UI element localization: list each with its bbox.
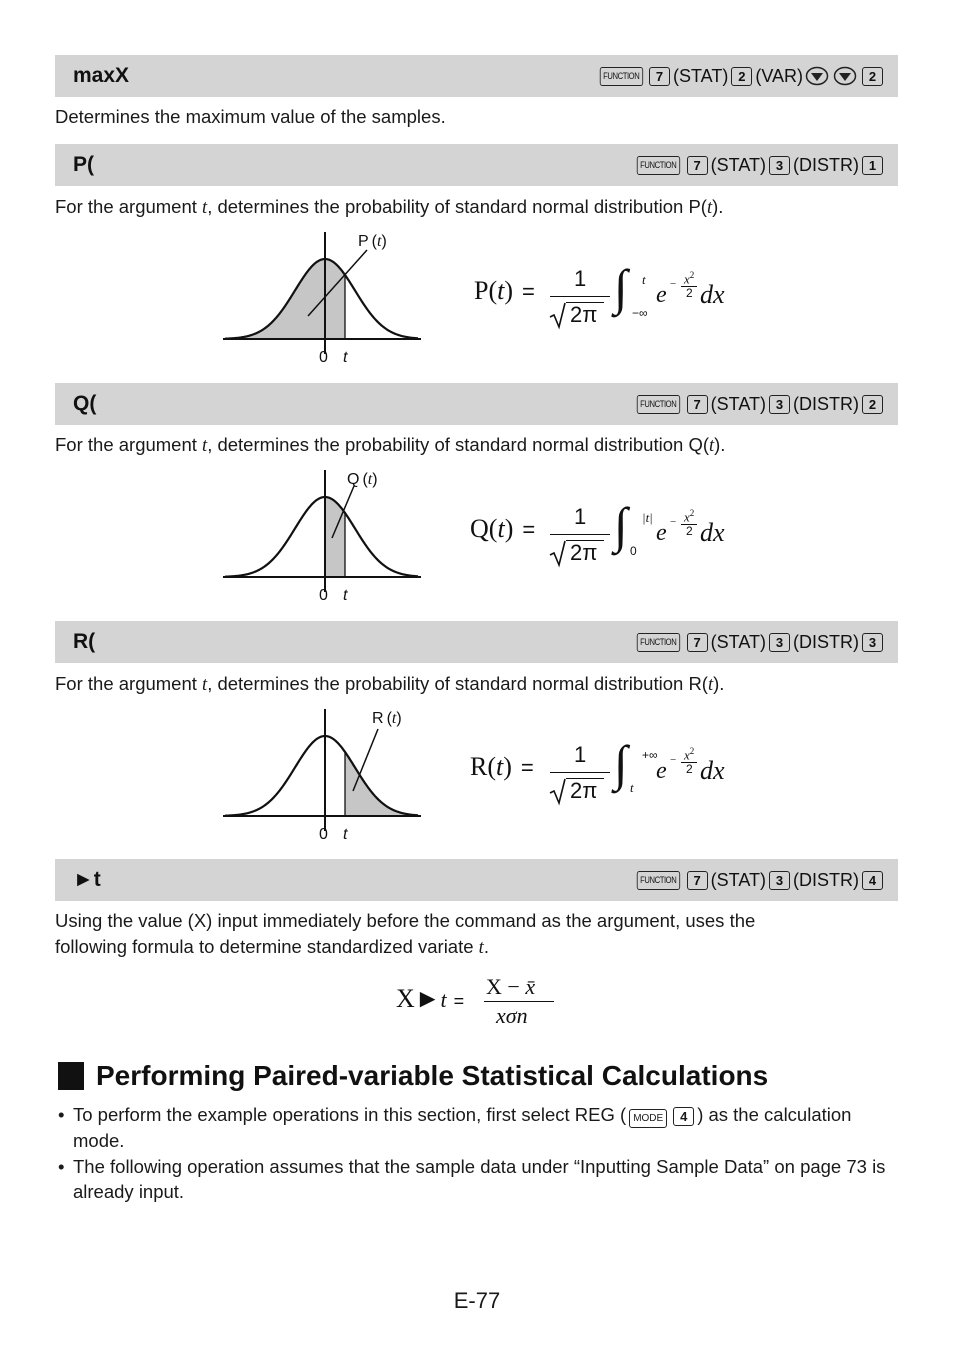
command-name: Q( bbox=[73, 392, 97, 415]
integral-upper: |t| bbox=[642, 510, 653, 525]
formula-lhs: P(t) = bbox=[474, 276, 535, 305]
key-3: 3 bbox=[769, 871, 790, 890]
key-3: 3 bbox=[769, 633, 790, 652]
formula-denominator: xσn bbox=[496, 1003, 528, 1028]
key-2: 2 bbox=[731, 67, 752, 86]
function-key: FUNCTION bbox=[637, 871, 680, 890]
exponent-fraction: $x^2$ bbox=[684, 270, 695, 287]
key-3: 3 bbox=[769, 156, 790, 175]
key-sequence bbox=[633, 144, 886, 186]
key-label-distr: (DISTR) bbox=[793, 393, 859, 414]
key-3: 3 bbox=[769, 395, 790, 414]
key-4: 4 bbox=[862, 871, 883, 890]
formula-p: P(t) = 1 2π ∫ t −∞ e − $x^2$ 2 dx bbox=[474, 259, 725, 327]
command-bar-r bbox=[55, 621, 898, 663]
heading-square-icon bbox=[58, 1062, 84, 1090]
integral-upper: t bbox=[642, 272, 646, 287]
graph-t: t bbox=[343, 587, 348, 604]
graph-label-r: R (t) bbox=[372, 710, 402, 727]
command-name: P( bbox=[73, 153, 94, 176]
command-bar-p bbox=[55, 144, 898, 186]
graph-t: t bbox=[343, 826, 348, 843]
key-label-stat: (STAT) bbox=[710, 393, 766, 414]
command-name: maxX bbox=[73, 64, 130, 87]
normal-curve-graph-q bbox=[220, 466, 425, 606]
key-3: 3 bbox=[862, 633, 883, 652]
key-1: 1 bbox=[862, 156, 883, 175]
mode-key: MODE bbox=[629, 1109, 667, 1128]
formula-numerator: X − x̄ bbox=[486, 974, 536, 999]
graph-label-q: Q (t) bbox=[347, 471, 378, 488]
graph-label-p: P (t) bbox=[358, 233, 387, 250]
formula-denominator: 2π bbox=[570, 302, 598, 327]
down-arrow-icon bbox=[805, 66, 829, 86]
section-heading bbox=[58, 1060, 768, 1092]
function-key: FUNCTION bbox=[637, 633, 680, 652]
formula-denominator: 2π bbox=[570, 540, 598, 565]
function-key: FUNCTION bbox=[637, 395, 680, 414]
key-7: 7 bbox=[687, 871, 708, 890]
integral-sign: ∫ bbox=[614, 259, 628, 315]
key-7: 7 bbox=[687, 395, 708, 414]
formula-numerator: 1 bbox=[574, 504, 587, 529]
description-maxx: Determines the maximum value of the samples. bbox=[55, 106, 446, 127]
heading-text: Performing Paired-variable Statistical Calculations bbox=[96, 1060, 769, 1091]
key-2: 2 bbox=[862, 395, 883, 414]
key-label-var: (VAR) bbox=[755, 65, 803, 86]
formula-standardized-variate bbox=[396, 974, 576, 1034]
graph-t: t bbox=[343, 349, 348, 366]
command-bar-q bbox=[55, 383, 898, 425]
exponent-fraction: $x^2$ bbox=[684, 508, 695, 525]
formula-numerator: 1 bbox=[574, 742, 587, 767]
key-label-stat: (STAT) bbox=[673, 65, 729, 86]
page-number: E-77 bbox=[453, 1288, 501, 1313]
key-7: 7 bbox=[687, 156, 708, 175]
key-4: 4 bbox=[673, 1107, 694, 1126]
key-label-stat: (STAT) bbox=[710, 869, 766, 890]
command-bar-maxx bbox=[55, 55, 898, 97]
key-label-distr: (DISTR) bbox=[793, 154, 859, 175]
integral-lower: t bbox=[630, 780, 634, 795]
list-item: • The following operation assumes that the sample data under “Inputting Sample Data” on page 73 is already input. bbox=[58, 1156, 886, 1202]
key-7: 7 bbox=[649, 67, 670, 86]
list-item: • To perform the example operations in this section, first select REG ( MODE 4 ) as the calculation mode. bbox=[58, 1104, 852, 1151]
bullet-list bbox=[58, 1102, 888, 1205]
graph-zero: 0 bbox=[319, 349, 328, 366]
graph-zero: 0 bbox=[319, 587, 328, 604]
function-key: FUNCTION bbox=[637, 156, 680, 175]
key-sequence bbox=[633, 383, 886, 425]
description-t: Using the value (X) input immediately before the command as the argument, uses the following formula to determine standardized variate t. bbox=[55, 910, 756, 958]
normal-curve-graph-p bbox=[220, 228, 425, 368]
command-bar-t bbox=[55, 859, 898, 901]
command-name: ►t bbox=[73, 868, 101, 891]
key-2: 2 bbox=[862, 67, 883, 86]
key-7: 7 bbox=[687, 633, 708, 652]
key-label-stat: (STAT) bbox=[710, 631, 766, 652]
command-name: R( bbox=[73, 630, 96, 653]
description-r: For the argument t, determines the probability of standard normal distribution R(t). bbox=[55, 673, 725, 695]
integral-sign: ∫ bbox=[614, 497, 628, 553]
formula-lhs: Q(t) = bbox=[470, 514, 536, 543]
formula-r: R(t) = 1 2π ∫ +∞ t e − $x^2$ 2 dx bbox=[470, 735, 725, 803]
formula-numerator: 1 bbox=[574, 266, 587, 291]
integral-lower: −∞ bbox=[632, 306, 648, 320]
key-sequence bbox=[596, 55, 887, 97]
key-label-stat: (STAT) bbox=[710, 154, 766, 175]
integral-sign: ∫ bbox=[614, 735, 628, 791]
description-q: For the argument t, determines the probability of standard normal distribution Q(t). bbox=[55, 434, 726, 456]
formula-lhs: X►t = bbox=[396, 984, 465, 1013]
normal-curve-graph-r bbox=[220, 705, 425, 845]
formula-denominator: 2π bbox=[570, 778, 598, 803]
graph-zero: 0 bbox=[319, 826, 328, 843]
formula-q: Q(t) = 1 2π ∫ |t| 0 e − $x^2$ 2 dx bbox=[470, 497, 725, 565]
down-arrow-icon bbox=[833, 66, 857, 86]
key-sequence bbox=[633, 859, 886, 901]
exponent-fraction: $x^2$ bbox=[684, 746, 695, 763]
formula-lhs: R(t) = bbox=[470, 752, 534, 781]
function-key: FUNCTION bbox=[599, 67, 642, 86]
key-sequence bbox=[633, 621, 886, 663]
integral-upper: +∞ bbox=[642, 748, 658, 762]
integral-lower: 0 bbox=[630, 544, 637, 558]
key-label-distr: (DISTR) bbox=[793, 631, 859, 652]
description-p: For the argument t, determines the probability of standard normal distribution P(t). bbox=[55, 196, 724, 218]
key-label-distr: (DISTR) bbox=[793, 869, 859, 890]
